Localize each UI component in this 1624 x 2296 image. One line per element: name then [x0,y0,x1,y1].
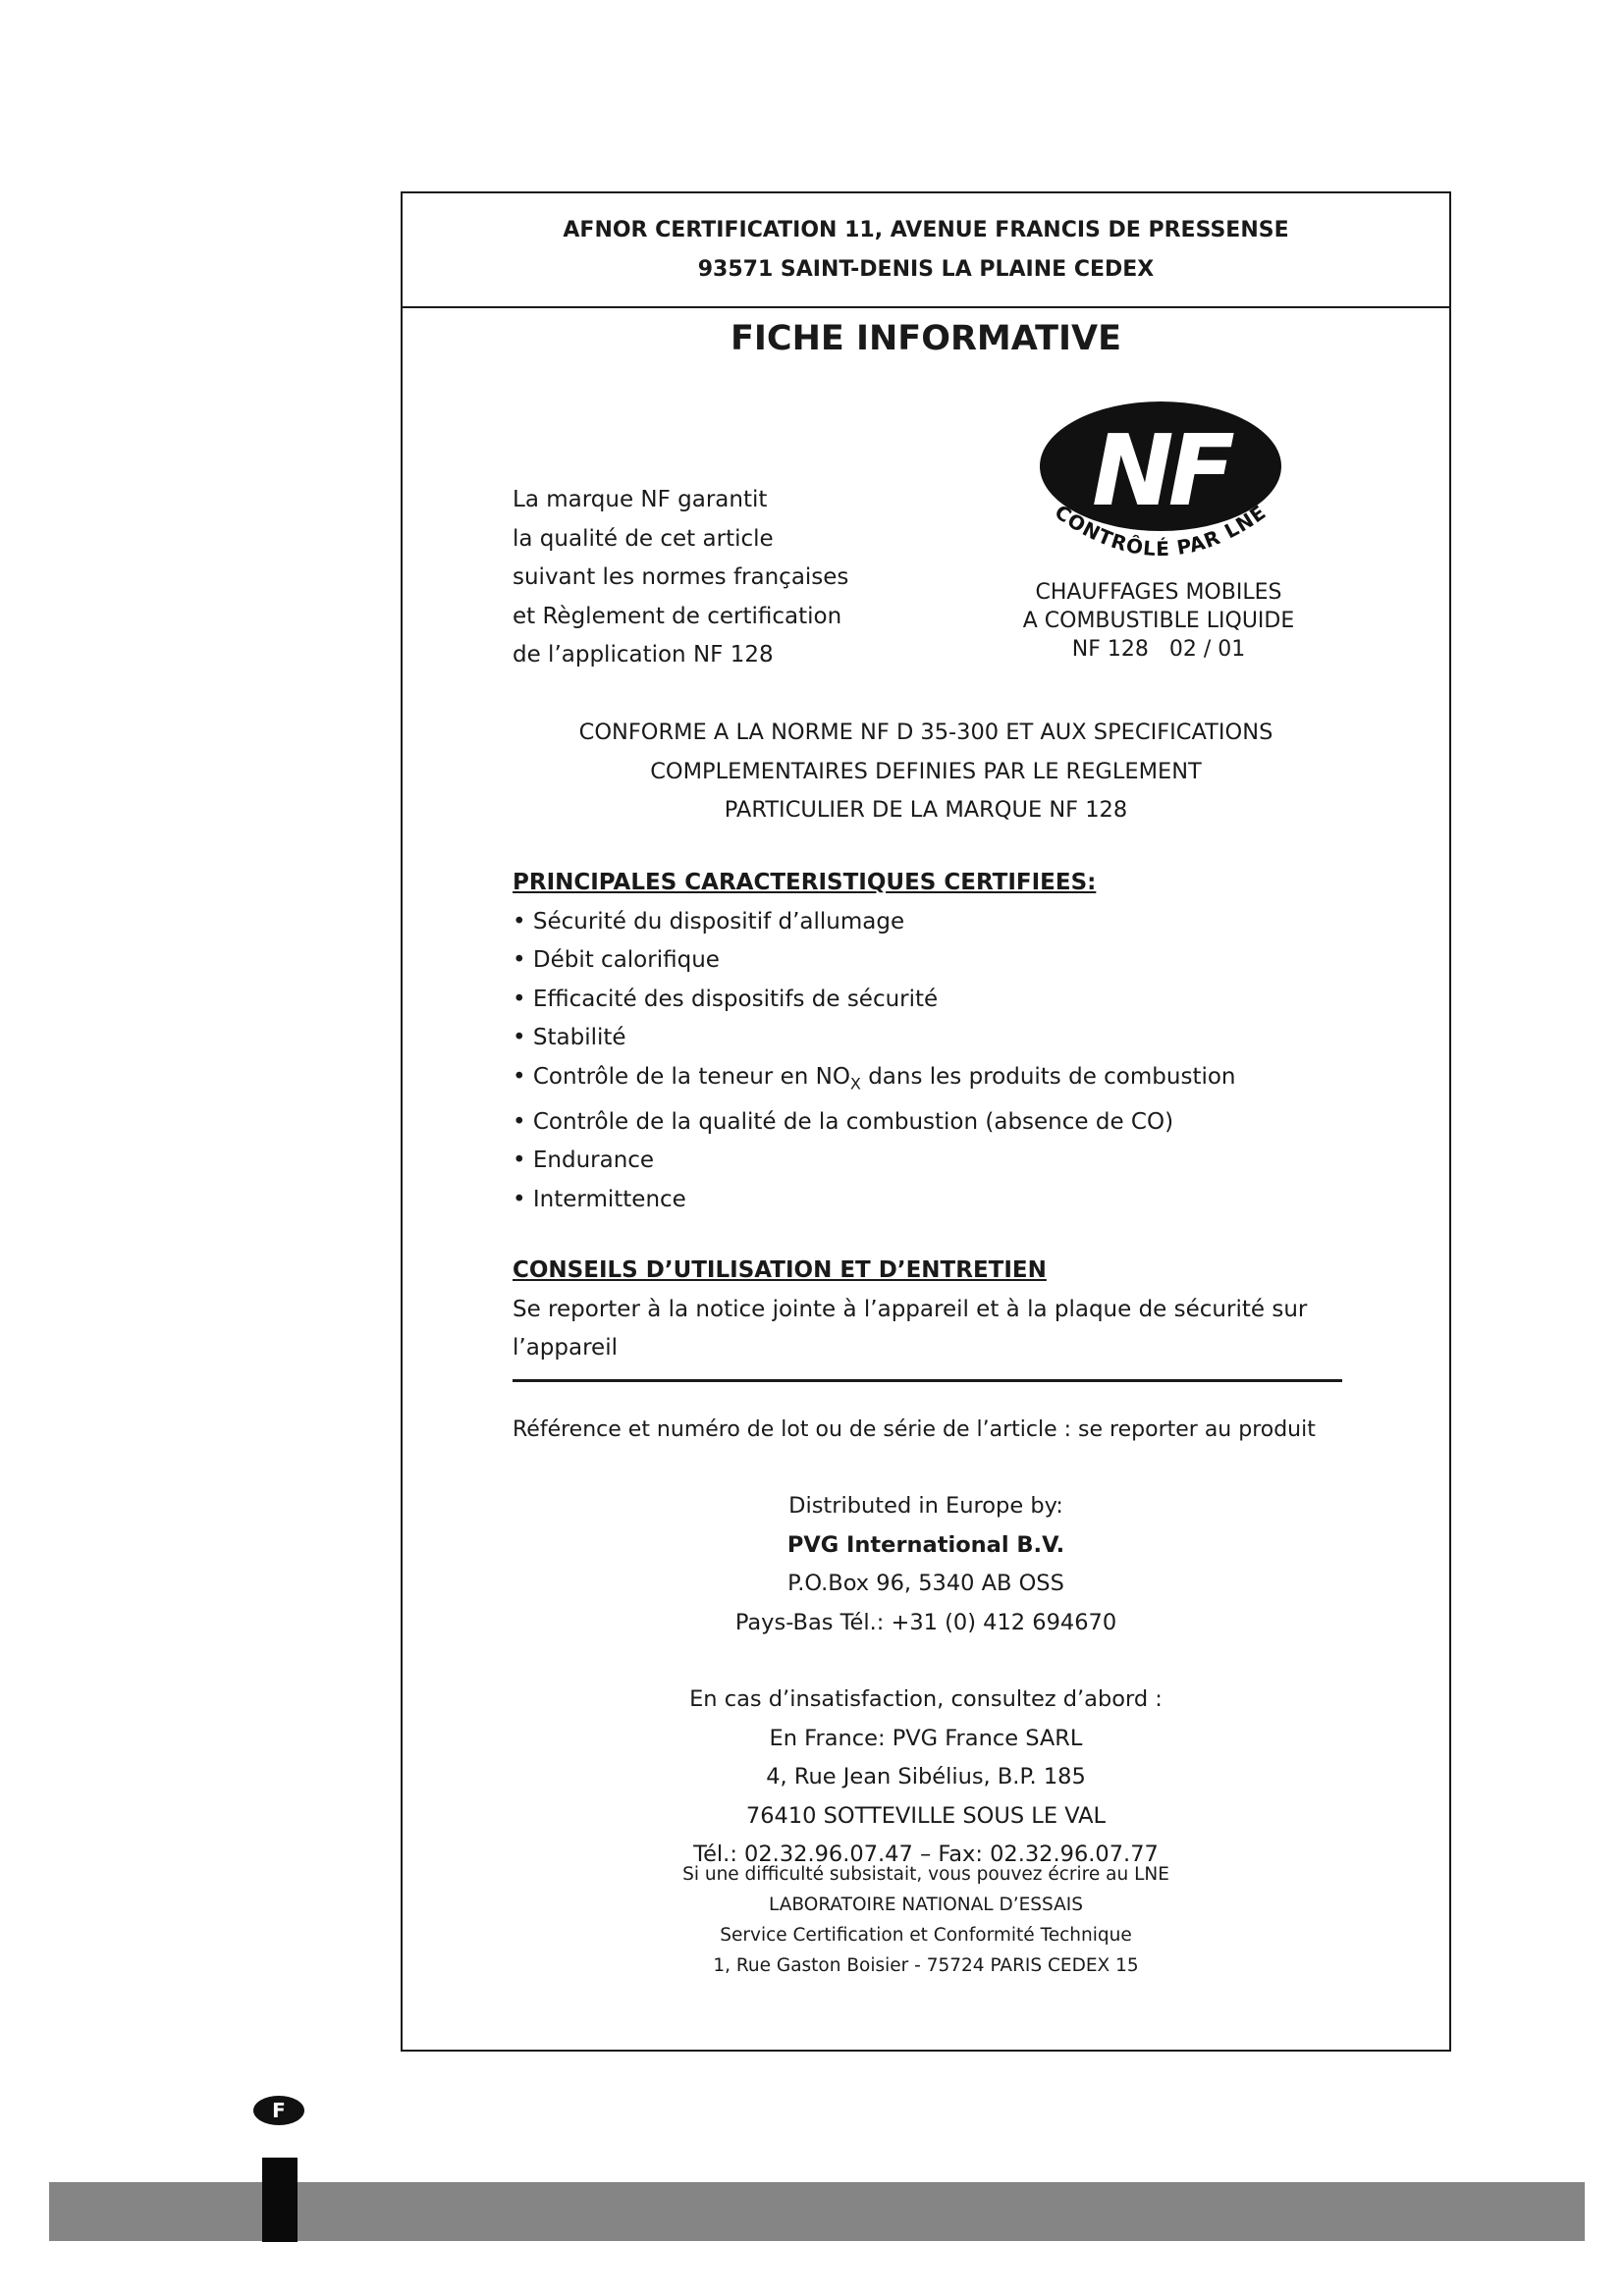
footer-tab-marker [262,2158,298,2242]
page-title: FICHE INFORMATIVE [730,319,1122,358]
afnor-address-line-1: AFNOR CERTIFICATION 11, AVENUE FRANCIS DE PRESSENSE [563,218,1289,242]
list-item: • Débit calorifique [513,947,720,973]
nf-category [992,578,1326,664]
advice-line: Se reporter à la notice jointe à l’appareil et à la plaque de sécurité sur [513,1296,1308,1322]
list-item: • Efficacité des dispositifs de sécurité [513,986,939,1012]
lne-line: Si une difficulté subsistait, vous pouvez écrire au LNE [682,1864,1169,1885]
distributor-phone: Pays-Bas Tél.: +31 (0) 412 694670 [734,1609,1117,1635]
svg-text:CONTRÔLÉ PAR LNE: CONTRÔLÉ PAR LNE [1050,500,1272,561]
intro-line: de l’application NF 128 [513,642,774,667]
nox-subscript: X [849,1074,861,1094]
advice-line: l’appareil [513,1335,618,1361]
contact-line: En cas d’insatisfaction, consultez d’abord : [689,1686,1163,1712]
intro-line: La marque NF garantit [513,487,768,512]
list-item: • Sécurité du dispositif d’allumage [513,908,905,934]
list-item [513,1058,1236,1103]
distributor-intro: Distributed in Europe by: [788,1493,1063,1519]
contact-line: En France: PVG France SARL [769,1725,1083,1751]
intro-line: suivant les normes françaises [513,564,849,590]
language-badge: F [253,2096,304,2125]
svg-text:NF: NF [1091,413,1230,528]
lne-line: Service Certification et Conformité Technique [720,1925,1132,1946]
distributor-name: PVG International B.V. [786,1531,1065,1558]
conformity-line: CONFORME A LA NORME NF D 35-300 ET AUX SPECIFICATIONS [578,720,1273,745]
nf-guarantee-text [513,481,848,675]
nf-logo-icon [1026,395,1296,591]
afnor-header [403,193,1449,308]
lne-contact-block [403,1859,1449,1981]
nox-prefix: • Contrôle de la teneur en NO [513,1063,850,1090]
lne-line: LABORATOIRE NATIONAL D’ESSAIS [769,1895,1083,1915]
usage-advice [513,1252,1307,1368]
list-item: • Contrôle de la qualité de la combustion (absence de CO) [513,1108,1174,1135]
conformity-line: COMPLEMENTAIRES DEFINIES PAR LE REGLEMENT [650,758,1202,784]
category-line: CHAUFFAGES MOBILES [1035,580,1282,605]
list-item: • Stabilité [513,1025,626,1050]
france-contact-block [403,1681,1449,1875]
afnor-address-line-2: 93571 SAINT-DENIS LA PLAINE CEDEX [697,257,1155,282]
section-heading: CONSEILS D’UTILISATION ET D’ENTRETIEN [513,1257,1047,1283]
lne-line: 1, Rue Gaston Boisier - 75724 PARIS CEDEX 15 [713,1955,1139,1976]
intro-line: la qualité de cet article [513,525,774,552]
distributor-block [403,1487,1449,1642]
contact-line: 76410 SOTTEVILLE SOUS LE VAL [745,1802,1107,1829]
distributor-address: P.O.Box 96, 5340 AB OSS [787,1571,1064,1596]
reference-note: Référence et numéro de lot ou de série de l’article : se reporter au produit [513,1417,1316,1442]
list-item: • Intermittence [513,1186,686,1212]
conformity-line: PARTICULIER DE LA MARQUE NF 128 [724,797,1128,823]
conformity-statement [403,714,1449,830]
section-heading: PRINCIPALES CARACTERISTIQUES CERTIFIEES: [513,870,1097,895]
divider [513,1379,1342,1382]
list-item: • Endurance [513,1148,655,1174]
nox-suffix: dans les produits de combustion [860,1063,1236,1090]
contact-line: Tél.: 02.32.96.07.47 – Fax: 02.32.96.07.77 [693,1842,1159,1867]
category-line: A COMBUSTIBLE LIQUIDE [1022,609,1295,633]
intro-line: et Règlement de certification [513,603,842,629]
certified-characteristics [513,864,1236,1219]
category-line: NF 128 02 / 01 [1071,637,1246,662]
contact-line: 4, Rue Jean Sibélius, B.P. 185 [766,1764,1086,1789]
certification-sheet [401,191,1451,2052]
